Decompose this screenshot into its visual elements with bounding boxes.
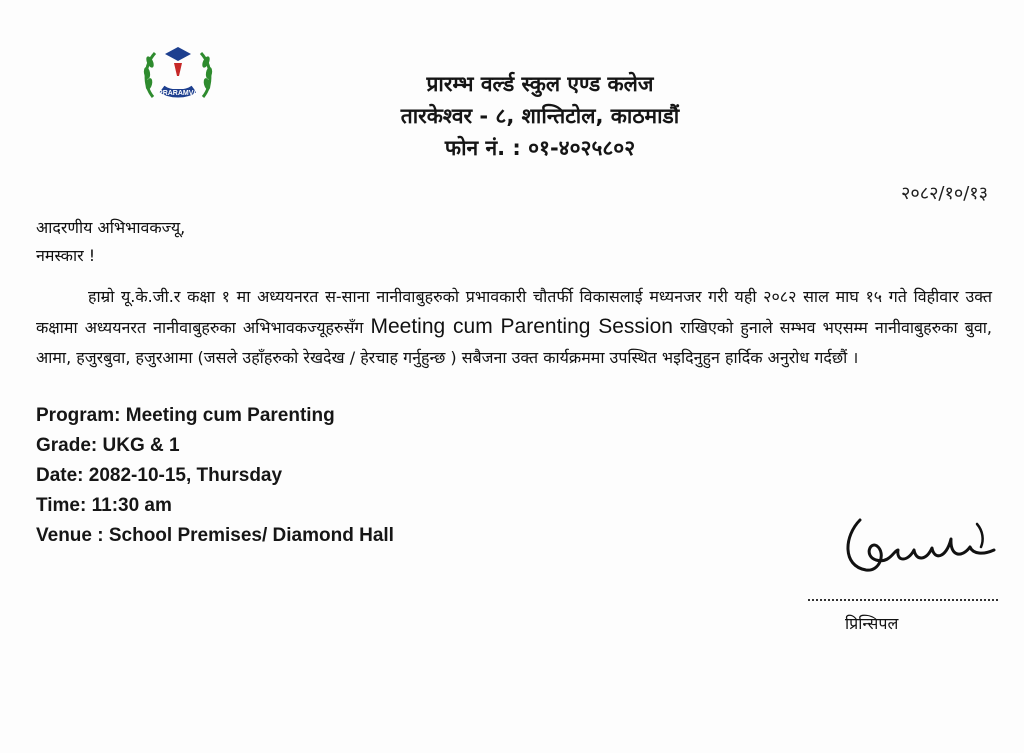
principal-title: प्रिन्सिपल [845, 614, 899, 633]
greeting-line-2: नमस्कार ! [36, 246, 96, 265]
body-part-2: राखिएको हुनाले सम्भव भएसम्म नानीवाबुहरुका बुवा, आमा, हजुरबुवा, हजुरआमा (जसले उहाँहरुको रेखदेख / हेरचाह गर्नुहुन्छ ) सबैजना उक्त कार्यक्रममा उपस्थित भइदिनुहुन हार्दिक अनुरोध गर्दछौं । [36, 318, 992, 367]
graduation-cap-icon [165, 47, 191, 61]
date-detail: Date: 2082-10-15, Thursday [36, 465, 283, 486]
school-logo [140, 42, 216, 110]
tie-icon [174, 63, 182, 76]
logo-text: PRARAMVA [158, 90, 198, 97]
letter-date: २०८२/१०/१३ [900, 183, 988, 204]
time-detail: Time: 11:30 am [36, 495, 172, 516]
left-leaves [143, 55, 155, 90]
grade-detail: Grade: UKG & 1 [36, 435, 180, 456]
school-address: तारकेश्वर - ८, शान्तिटोल, काठमाडौं [400, 104, 680, 128]
right-leaves [201, 55, 213, 90]
salutation [36, 214, 185, 270]
greeting-line-1: आदरणीय अभिभावकज्यू, [36, 218, 186, 237]
letter-body [36, 282, 992, 373]
school-name: प्रारम्भ वर्ल्ड स्कुल एण्ड कलेज [426, 72, 654, 96]
principal-signature [838, 508, 1008, 588]
letterhead [330, 68, 750, 164]
program-detail: Program: Meeting cum Parenting [36, 405, 335, 426]
school-phone: फोन नं. : ०१-४०२५८०२ [444, 136, 636, 160]
venue-detail: Venue : School Premises/ Diamond Hall [36, 525, 394, 546]
body-part-1: हाम्रो यू.के.जी.र कक्षा १ मा अध्ययनरत स-साना नानीवाबुहरुको प्रभावकारी चौतर्फी विकासलाई मध्यनजर गरी यही २०८२ साल माघ १५ गते विहीवार उक्त कक्षामा अध्ययनरत नानीवाबुहरुका अभिभावकज्यूहरुसँग [36, 287, 992, 337]
event-details [36, 401, 394, 551]
body-english-phrase: Meeting cum Parenting Session [370, 315, 673, 338]
signature-line [808, 599, 998, 601]
